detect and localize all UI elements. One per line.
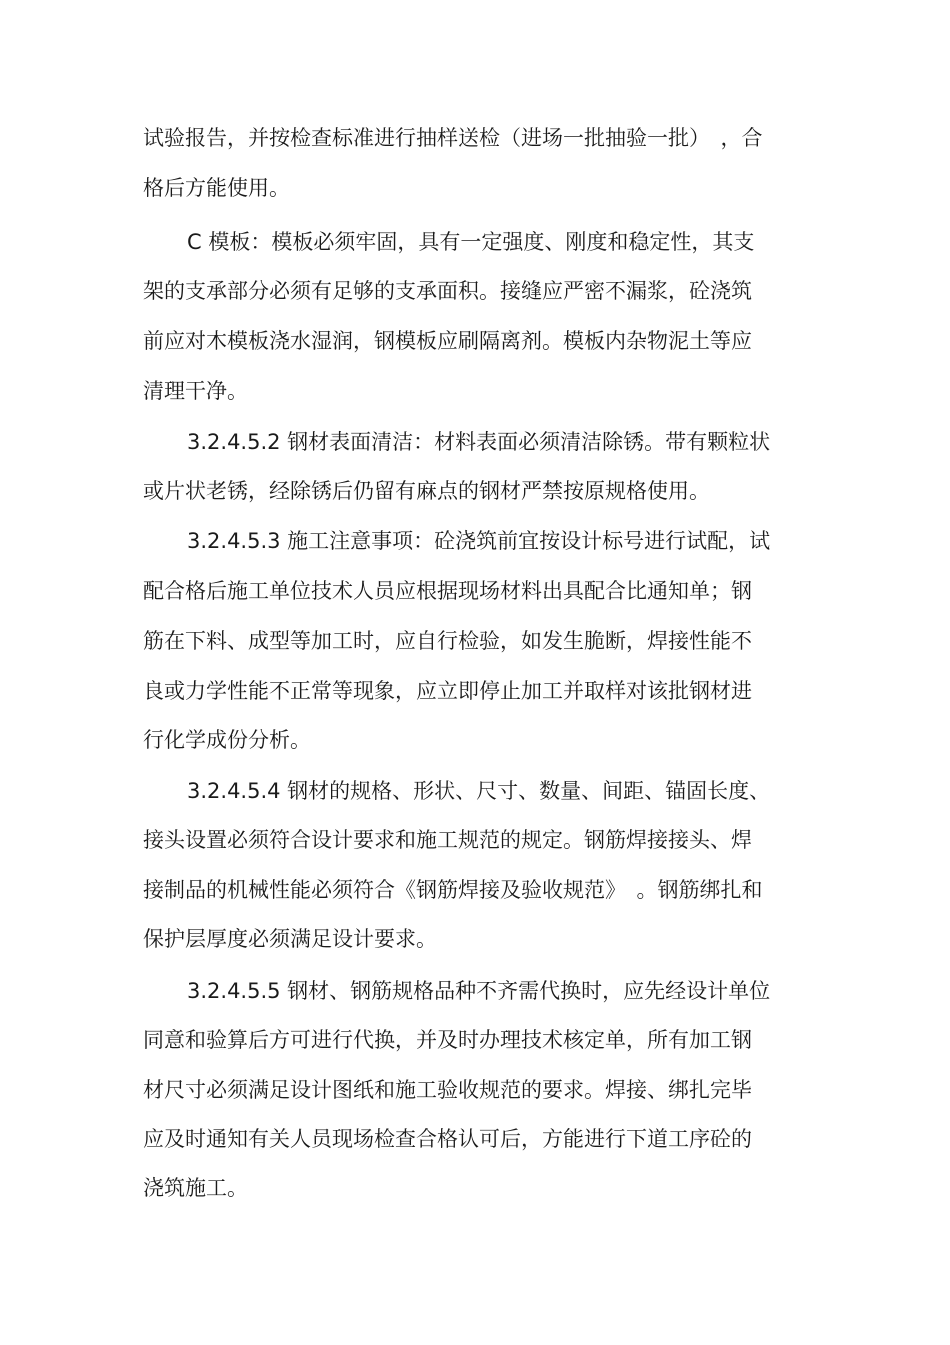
text-line: 清理干净。 <box>143 379 248 403</box>
text-line: 筋在下料、成型等加工时，应自行检验，如发生脆断，焊接性能不 <box>143 629 752 653</box>
text-line: 应及时通知有关人员现场检查合格认可后，方能进行下道工序砼的 <box>143 1127 752 1151</box>
text-line: 浇筑施工。 <box>143 1176 248 1200</box>
section-3-2-4-5-2-start: 3.2.4.5.2 钢材表面清洁：材料表面必须清洁除锈。带有颗粒状 <box>187 430 771 454</box>
text-line: 同意和验算后方可进行代换，并及时办理技术核定单，所有加工钢 <box>143 1028 752 1052</box>
paragraph-c-formwork-start: C 模板：模板必须牢固，具有一定强度、刚度和稳定性，其支 <box>187 230 755 254</box>
text-line: 架的支承部分必须有足够的支承面积。接缝应严密不漏浆，砼浇筑 <box>143 279 752 303</box>
text-line: 良或力学性能不正常等现象，应立即停止加工并取样对该批钢材进 <box>143 679 752 703</box>
section-3-2-4-5-5-start: 3.2.4.5.5 钢材、钢筋规格品种不齐需代换时，应先经设计单位 <box>187 979 771 1003</box>
text-line: 材尺寸必须满足设计图纸和施工验收规范的要求。焊接、绑扎完毕 <box>143 1078 752 1102</box>
section-3-2-4-5-4-start: 3.2.4.5.4 钢材的规格、形状、尺寸、数量、间距、锚固长度、 <box>187 779 771 803</box>
text-line: 配合格后施工单位技术人员应根据现场材料出具配合比通知单；钢 <box>143 579 752 603</box>
text-line: 保护层厚度必须满足设计要求。 <box>143 927 437 951</box>
text-line: 行化学成份分析。 <box>143 728 311 752</box>
text-line: 格后方能使用。 <box>143 176 290 200</box>
text-line: 接制品的机械性能必须符合《钢筋焊接及验收规范》 。钢筋绑扎和 <box>143 878 763 902</box>
section-3-2-4-5-3-start: 3.2.4.5.3 施工注意事项：砼浇筑前宜按设计标号进行试配，试 <box>187 529 771 553</box>
text-line: 接头设置必须符合设计要求和施工规范的规定。钢筋焊接接头、焊 <box>143 828 752 852</box>
text-line: 或片状老锈，经除锈后仍留有麻点的钢材严禁按原规格使用。 <box>143 479 710 503</box>
text-line: 试验报告，并按检查标准进行抽样送检（进场一批抽验一批） ，合 <box>143 126 763 150</box>
text-line: 前应对木模板浇水湿润，钢模板应刷隔离剂。模板内杂物泥土等应 <box>143 329 752 353</box>
